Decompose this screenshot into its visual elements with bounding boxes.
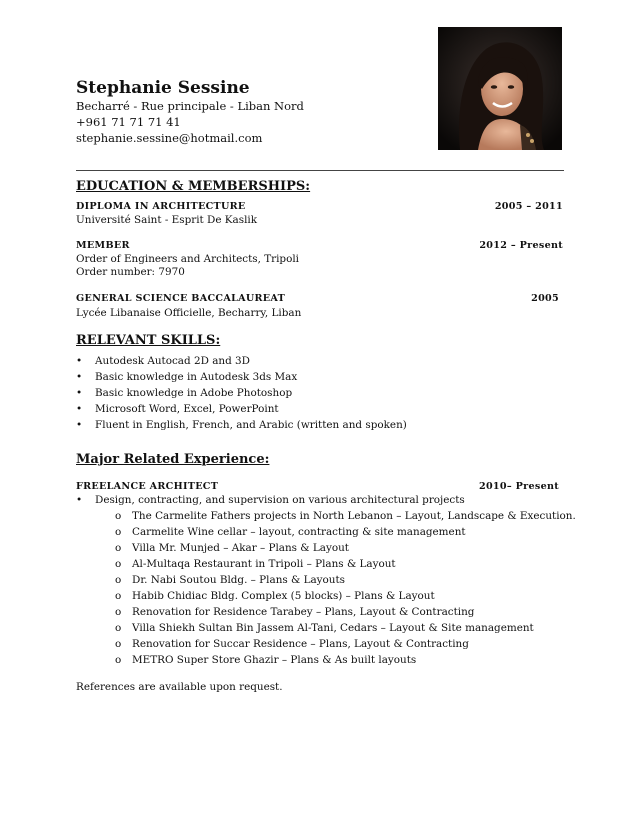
entry-detail: Order of Engineers and Architects, Tripoli	[76, 253, 299, 265]
project-text: The Carmelite Fathers projects in North Lebanon – Layout, Landscape & Execution.	[132, 510, 576, 522]
experience-heading: Major Related Experience:	[76, 452, 270, 467]
bullet: •	[76, 355, 83, 367]
sub-bullet: o	[115, 606, 122, 618]
bullet: •	[76, 403, 83, 415]
project-text: Renovation for Residence Tarabey – Plans, Layout & Contracting	[132, 606, 475, 618]
project-text: Villa Mr. Munjed – Akar – Plans & Layout	[132, 542, 349, 554]
email: stephanie.sessine@hotmail.com	[76, 131, 263, 145]
bullet: •	[76, 494, 83, 506]
skill-text: Basic knowledge in Adobe Photoshop	[95, 387, 293, 399]
project-text: Dr. Nabi Soutou Bldg. – Plans & Layouts	[132, 574, 345, 586]
entry-title: DIPLOMA IN ARCHITECTURE	[76, 201, 246, 212]
sub-bullet: o	[115, 526, 122, 538]
education-entry-title	[76, 201, 563, 212]
sub-bullet: o	[115, 510, 122, 522]
sub-bullet: o	[115, 638, 122, 650]
sub-bullet: o	[115, 654, 122, 666]
experience-summary: Design, contracting, and supervision on various architectural projects	[95, 494, 465, 506]
skill-text: Autodesk Autocad 2D and 3D	[95, 355, 250, 367]
entry-title: FREELANCE ARCHITECT	[76, 481, 219, 492]
address: Becharré - Rue principale - Liban Nord	[76, 99, 304, 113]
sub-bullet: o	[115, 542, 122, 554]
candidate-name: Stephanie Sessine	[76, 78, 250, 98]
sub-bullet: o	[115, 558, 122, 570]
project-text: Habib Chidiac Bldg. Complex (5 blocks) – Plans & Layout	[132, 590, 435, 602]
entry-detail: Université Saint - Esprit De Kaslik	[76, 214, 258, 226]
project-text: METRO Super Store Ghazir – Plans & As built layouts	[132, 654, 417, 666]
education-heading: EDUCATION & MEMBERSHIPS:	[76, 179, 311, 194]
project-text: Carmelite Wine cellar – layout, contracting & site management	[132, 526, 466, 538]
entry-detail: Lycée Libanaise Officielle, Becharry, Liban	[76, 307, 302, 319]
skill-text: Basic knowledge in Autodesk 3ds Max	[95, 371, 298, 383]
entry-years: 2005	[531, 293, 559, 304]
sub-bullet: o	[115, 590, 122, 602]
sub-bullet: o	[115, 574, 122, 586]
education-entry-title	[76, 293, 563, 304]
bullet: •	[76, 419, 83, 431]
phone: +961 71 71 71 41	[76, 115, 181, 129]
education-entry-title	[76, 240, 563, 251]
entry-years: 2005 – 2011	[494, 201, 563, 212]
bullet: •	[76, 371, 83, 383]
bullet: •	[76, 387, 83, 399]
skills-heading: RELEVANT SKILLS:	[76, 333, 221, 348]
project-text: Renovation for Succar Residence – Plans, Layout & Contracting	[132, 638, 469, 650]
project-text: Al-Multaqa Restaurant in Tripoli – Plans & Layout	[132, 558, 396, 570]
entry-years: 2012 – Present	[479, 240, 563, 251]
entry-detail: Order number: 7970	[76, 266, 185, 278]
experience-entry-title	[76, 481, 563, 492]
project-text: Villa Shiekh Sultan Bin Jassem Al-Tani, Cedars – Layout & Site management	[132, 622, 534, 634]
sub-bullet: o	[115, 622, 122, 634]
references-note: References are available upon request.	[76, 681, 283, 693]
entry-years: 2010– Present	[478, 481, 559, 492]
entry-title: GENERAL SCIENCE BACCALAUREAT	[76, 293, 286, 304]
entry-title: MEMBER	[76, 240, 130, 251]
profile-photo	[438, 27, 562, 150]
header-divider	[76, 170, 564, 171]
skill-text: Microsoft Word, Excel, PowerPoint	[95, 403, 279, 415]
skill-text: Fluent in English, French, and Arabic (written and spoken)	[95, 419, 407, 431]
